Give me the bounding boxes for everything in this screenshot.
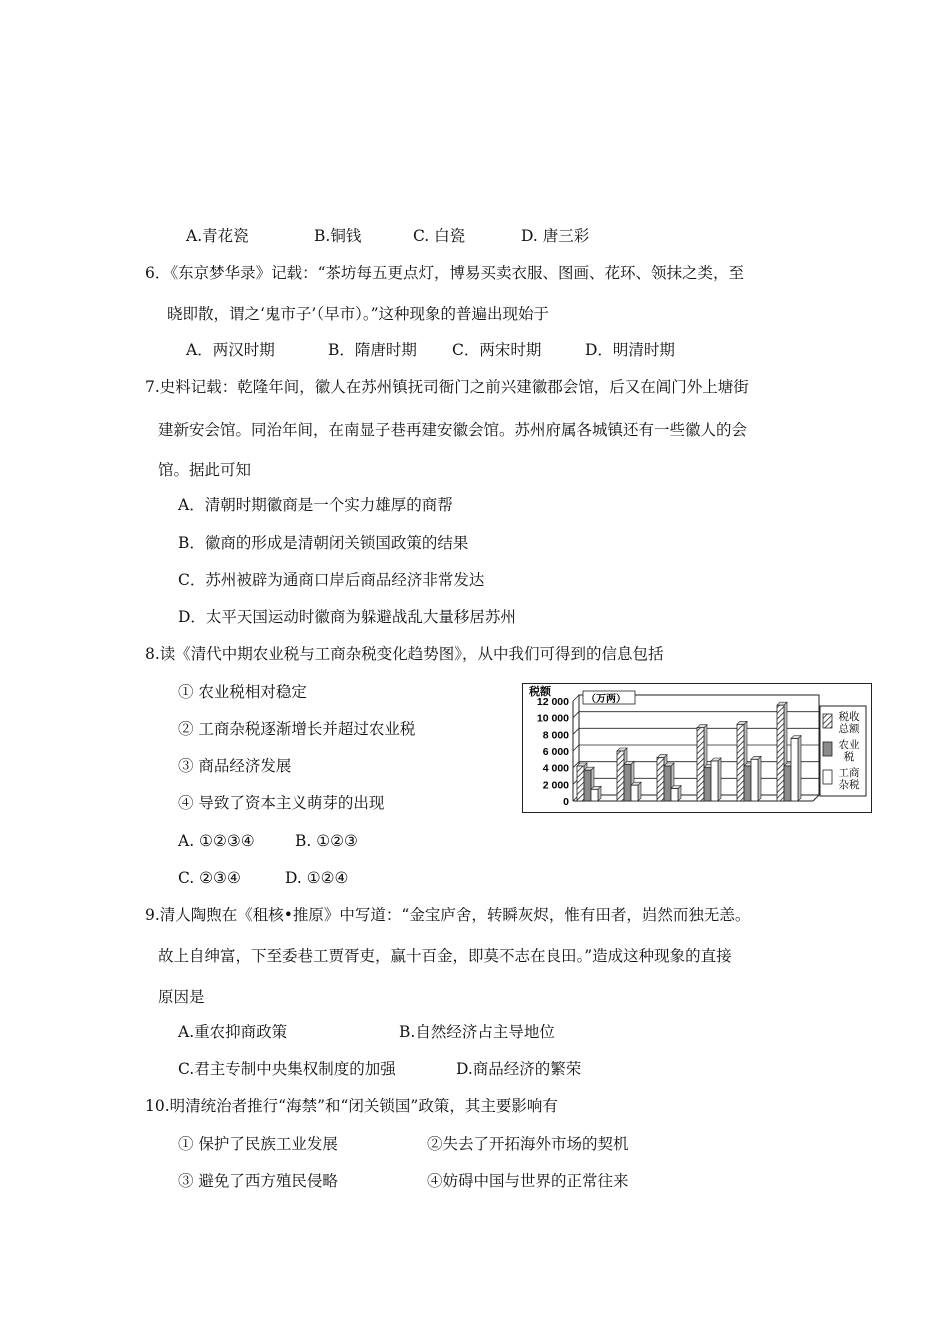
unit-label: （万两） — [586, 694, 626, 705]
legend-swatch — [823, 742, 832, 756]
gridline-depth — [573, 728, 579, 734]
bar-total — [697, 728, 704, 801]
q7-option-d: D．太平天国运动时徽商为躲避战乱大量移居苏州 — [178, 608, 516, 626]
q8-option-c: C. ②③④ — [178, 869, 241, 887]
tax-trend-chart-svg — [523, 684, 871, 812]
q8-item-1: ① 农业税相对稳定 — [178, 683, 307, 701]
q8-item-3: ③ 商品经济发展 — [178, 757, 292, 775]
bar-misc — [751, 759, 758, 801]
bar-total — [657, 758, 664, 801]
tax-trend-chart — [522, 683, 872, 813]
bar-misc — [591, 789, 598, 801]
q6-stem-line-2: 晓即散，谓之‘鬼市子’（早市）。”这种现象的普遍出现始于 — [167, 305, 550, 323]
q8-item-2: ② 工商杂税逐渐增长并超过农业税 — [178, 720, 416, 738]
legend-label: 工商 — [838, 767, 860, 779]
q9-stem-line-1: 9.清人陶煦在《租核•推原》中写道：“金宝庐舍，转瞬灰烬，惟有田者，岿然而独无恙。 — [145, 906, 751, 924]
bar-misc — [671, 789, 678, 802]
q6-option-c: C．两宋时期 — [452, 341, 542, 359]
q7-stem-line-1: 7.史料记载：乾隆年间，徽人在苏州镇抚司衙门之前兴建徽郡会馆，后又在阊门外上塘街 — [145, 378, 749, 396]
bar-total — [617, 751, 624, 801]
legend-label: 税 — [843, 751, 855, 763]
q6-option-d: D．明清时期 — [585, 341, 675, 359]
y-tick-label: 6 000 — [542, 746, 569, 758]
q7-stem-line-3: 馆。据此可知 — [158, 461, 252, 479]
y-tick-label: 12 000 — [536, 696, 569, 708]
y-tick-label: 10 000 — [536, 712, 569, 725]
q9-option-d: D.商品经济的繁荣 — [456, 1060, 582, 1078]
bar-misc — [631, 785, 638, 801]
q10-item-1: ① 保护了民族工业发展 — [178, 1135, 338, 1153]
q9-stem-line-3: 原因是 — [158, 988, 205, 1006]
q8-stem: 8.读《清代中期农业税与工商杂税变化趋势图》，从中我们可得到的信息包括 — [145, 645, 664, 663]
q6-option-b: B．隋唐时期 — [328, 341, 417, 359]
bar-misc — [791, 739, 798, 802]
bar-total — [577, 766, 584, 801]
bar-total — [737, 724, 744, 801]
bar-agri — [744, 766, 751, 801]
y-tick-label: 2 000 — [542, 779, 569, 792]
q6-stem-line-1: 6．《东京梦华录》记载：“茶坊每五更点灯，博易买卖衣服、图画、花环、领抹之类，至 — [145, 264, 745, 282]
bar-agri — [624, 764, 631, 801]
legend-swatch — [823, 770, 832, 784]
bar-misc — [711, 761, 718, 801]
legend-label: 农业 — [838, 739, 860, 751]
legend-label: 杂税 — [838, 779, 860, 791]
q5-option-b: B.铜钱 — [314, 227, 362, 245]
bar-agri — [704, 768, 711, 801]
q8-option-d: D. ①②④ — [285, 869, 349, 887]
q9-stem-line-2: 故上自绅富，下至委巷工贾胥吏，赢十百金，即莫不志在良田。”造成这种现象的直接 — [158, 947, 732, 965]
q9-option-c: C.君主专制中央集权制度的加强 — [178, 1060, 396, 1078]
bar-total — [777, 705, 784, 801]
x-axis-depth — [813, 795, 819, 801]
q5-option-c: C. 白瓷 — [413, 227, 466, 245]
gridline-depth — [573, 712, 579, 718]
legend-label: 税收 — [838, 711, 860, 723]
legend-label: 总额 — [838, 723, 860, 735]
q10-item-2: ②失去了开拓海外市场的契机 — [427, 1135, 629, 1153]
q9-option-a: A.重农抑商政策 — [178, 1023, 288, 1041]
q9-option-b: B.自然经济占主导地位 — [399, 1023, 555, 1041]
q7-option-b: B．徽商的形成是清朝闭关锁国政策的结果 — [178, 534, 469, 552]
bar-misc-side — [758, 756, 761, 801]
bar-agri — [584, 770, 591, 801]
gridline-depth — [573, 695, 579, 701]
y-tick-label: 8 000 — [542, 729, 569, 742]
q10-stem: 10.明清统治者推行“海禁”和“闭关锁国”政策，其主要影响有 — [145, 1097, 558, 1115]
bar-misc-side — [798, 736, 801, 802]
q5-option-a: A.青花瓷 — [186, 227, 249, 245]
y-tick-label: 0 — [563, 796, 569, 808]
q7-option-a: A．清朝时期徽商是一个实力雄厚的商帮 — [178, 496, 453, 514]
q10-item-3: ③ 避免了西方殖民侵略 — [178, 1172, 338, 1190]
q7-option-c: C．苏州被辟为通商口岸后商品经济非常发达 — [178, 571, 485, 589]
gridline-depth — [573, 745, 579, 751]
y-axis-label: 税额 — [529, 686, 551, 698]
q7-stem-line-2: 建新安会馆。同治年间，在南显子巷再建安徽会馆。苏州府属各城镇还有一些徽人的会 — [158, 421, 748, 439]
q8-item-4: ④ 导致了资本主义萌芽的出现 — [178, 794, 385, 812]
q8-option-b: B. ①②③ — [295, 832, 358, 850]
q5-option-d: D. 唐三彩 — [521, 227, 590, 245]
q8-option-a: A. ①②③④ — [178, 832, 255, 850]
y-tick-label: 4 000 — [542, 762, 569, 775]
bar-misc-side — [718, 758, 721, 801]
legend-swatch — [823, 714, 832, 728]
q10-item-4: ④妨碍中国与世界的正常往来 — [427, 1172, 629, 1190]
bar-agri — [664, 766, 671, 801]
q6-option-a: A．两汉时期 — [186, 341, 275, 359]
bar-agri — [784, 766, 791, 801]
